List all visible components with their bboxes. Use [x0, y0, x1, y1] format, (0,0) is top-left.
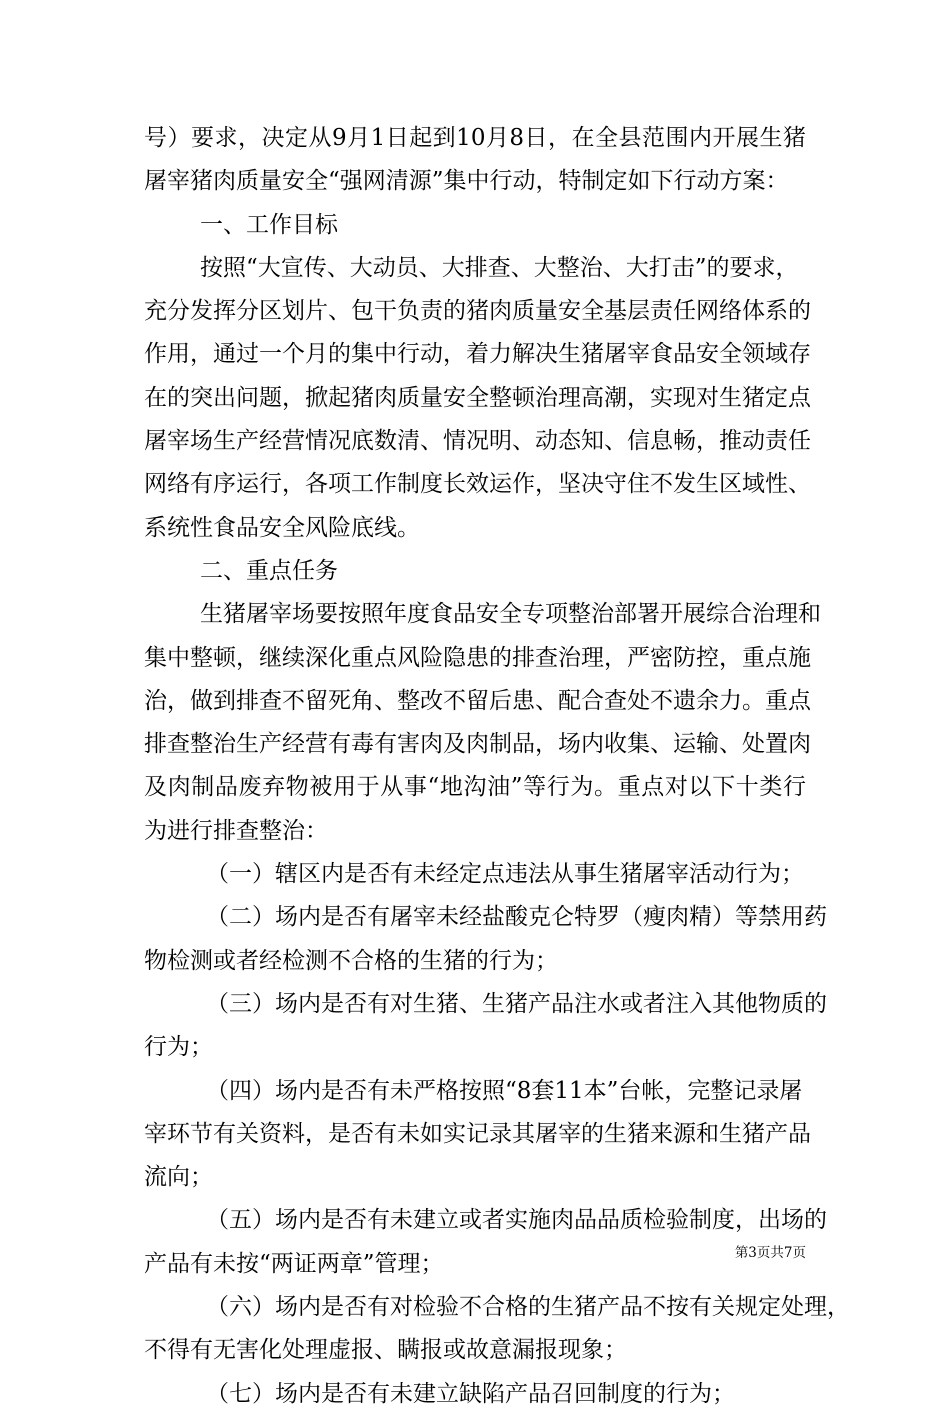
text-line: 宰环节有关资料，是否有未如实记录其屠宰的生猪来源和生猪产品 [144, 1120, 811, 1147]
text-line: 不得有无害化处理虚报、瞒报或故意漏报现象； [144, 1337, 627, 1364]
text-line: 及肉制品废弃物被用于从事“地沟油”等行为。重点对以下十类行 [144, 774, 806, 801]
text-line: 屠宰猪肉质量安全“强网清源”集中行动，特制定如下行动方案： [144, 168, 789, 195]
text-line: 网络有序运行，各项工作制度长效运作，坚决守住不发生区域性、 [144, 471, 811, 498]
section-heading: 二、重点任务 [200, 557, 338, 584]
list-item: （三）场内是否有对生猪、生猪产品注水或者注入其他物质的 [206, 990, 827, 1017]
text-line: 作用，通过一个月的集中行动，着力解决生猪屠宰食品安全领域存 [144, 341, 811, 368]
text-line: 为进行排查整治： [144, 817, 328, 844]
page-number: 第3页共7页 [734, 1245, 806, 1261]
text-line: 屠宰场生产经营情况底数清、情况明、动态知、信息畅，推动责任 [144, 428, 811, 455]
text-line: 按照“大宣传、大动员、大排查、大整治、大打击”的要求， [200, 254, 799, 281]
list-item: （六）场内是否有对检验不合格的生猪产品不按有关规定处理， [206, 1294, 850, 1321]
list-item: （四）场内是否有未严格按照“8套11本”台帐，完整记录屠 [206, 1077, 803, 1104]
list-item: （五）场内是否有未建立或者实施肉品品质检验制度，出场的 [206, 1207, 827, 1234]
list-item: （一）辖区内是否有未经定点违法从事生猪屠宰活动行为； [206, 861, 804, 888]
text-line: 流向； [144, 1164, 213, 1191]
text-line: 号）要求，决定从9月1日起到10月8日，在全县范围内开展生猪 [144, 125, 806, 151]
text-line: 充分发挥分区划片、包干负责的猪肉质量安全基层责任网络体系的 [144, 298, 811, 325]
text-line: 行为； [144, 1034, 213, 1061]
section-heading: 一、工作目标 [200, 211, 338, 238]
list-item: （二）场内是否有屠宰未经盐酸克仑特罗（瘦肉精）等禁用药 [206, 904, 827, 931]
text-line: 系统性食品安全风险底线。 [144, 514, 420, 541]
document-body [144, 117, 850, 1416]
text-line: 排查整治生产经营有毒有害肉及肉制品，场内收集、运输、处置肉 [144, 731, 811, 758]
text-line: 集中整顿，继续深化重点风险隐患的排查治理，严密防控，重点施 [144, 644, 811, 671]
text-line: 在的突出问题，掀起猪肉质量安全整顿治理高潮，实现对生猪定点 [144, 384, 811, 411]
text-line: 物检测或者经检测不合格的生猪的行为； [144, 947, 558, 974]
list-item: （七）场内是否有未建立缺陷产品召回制度的行为； [206, 1380, 735, 1407]
text-line: 生猪屠宰场要按照年度食品安全专项整治部署开展综合治理和 [200, 601, 821, 628]
text-line: 产品有未按“两证两章”管理； [144, 1250, 444, 1277]
text-line: 治，做到排查不留死角、整改不留后患、配合查处不遗余力。重点 [144, 687, 811, 714]
